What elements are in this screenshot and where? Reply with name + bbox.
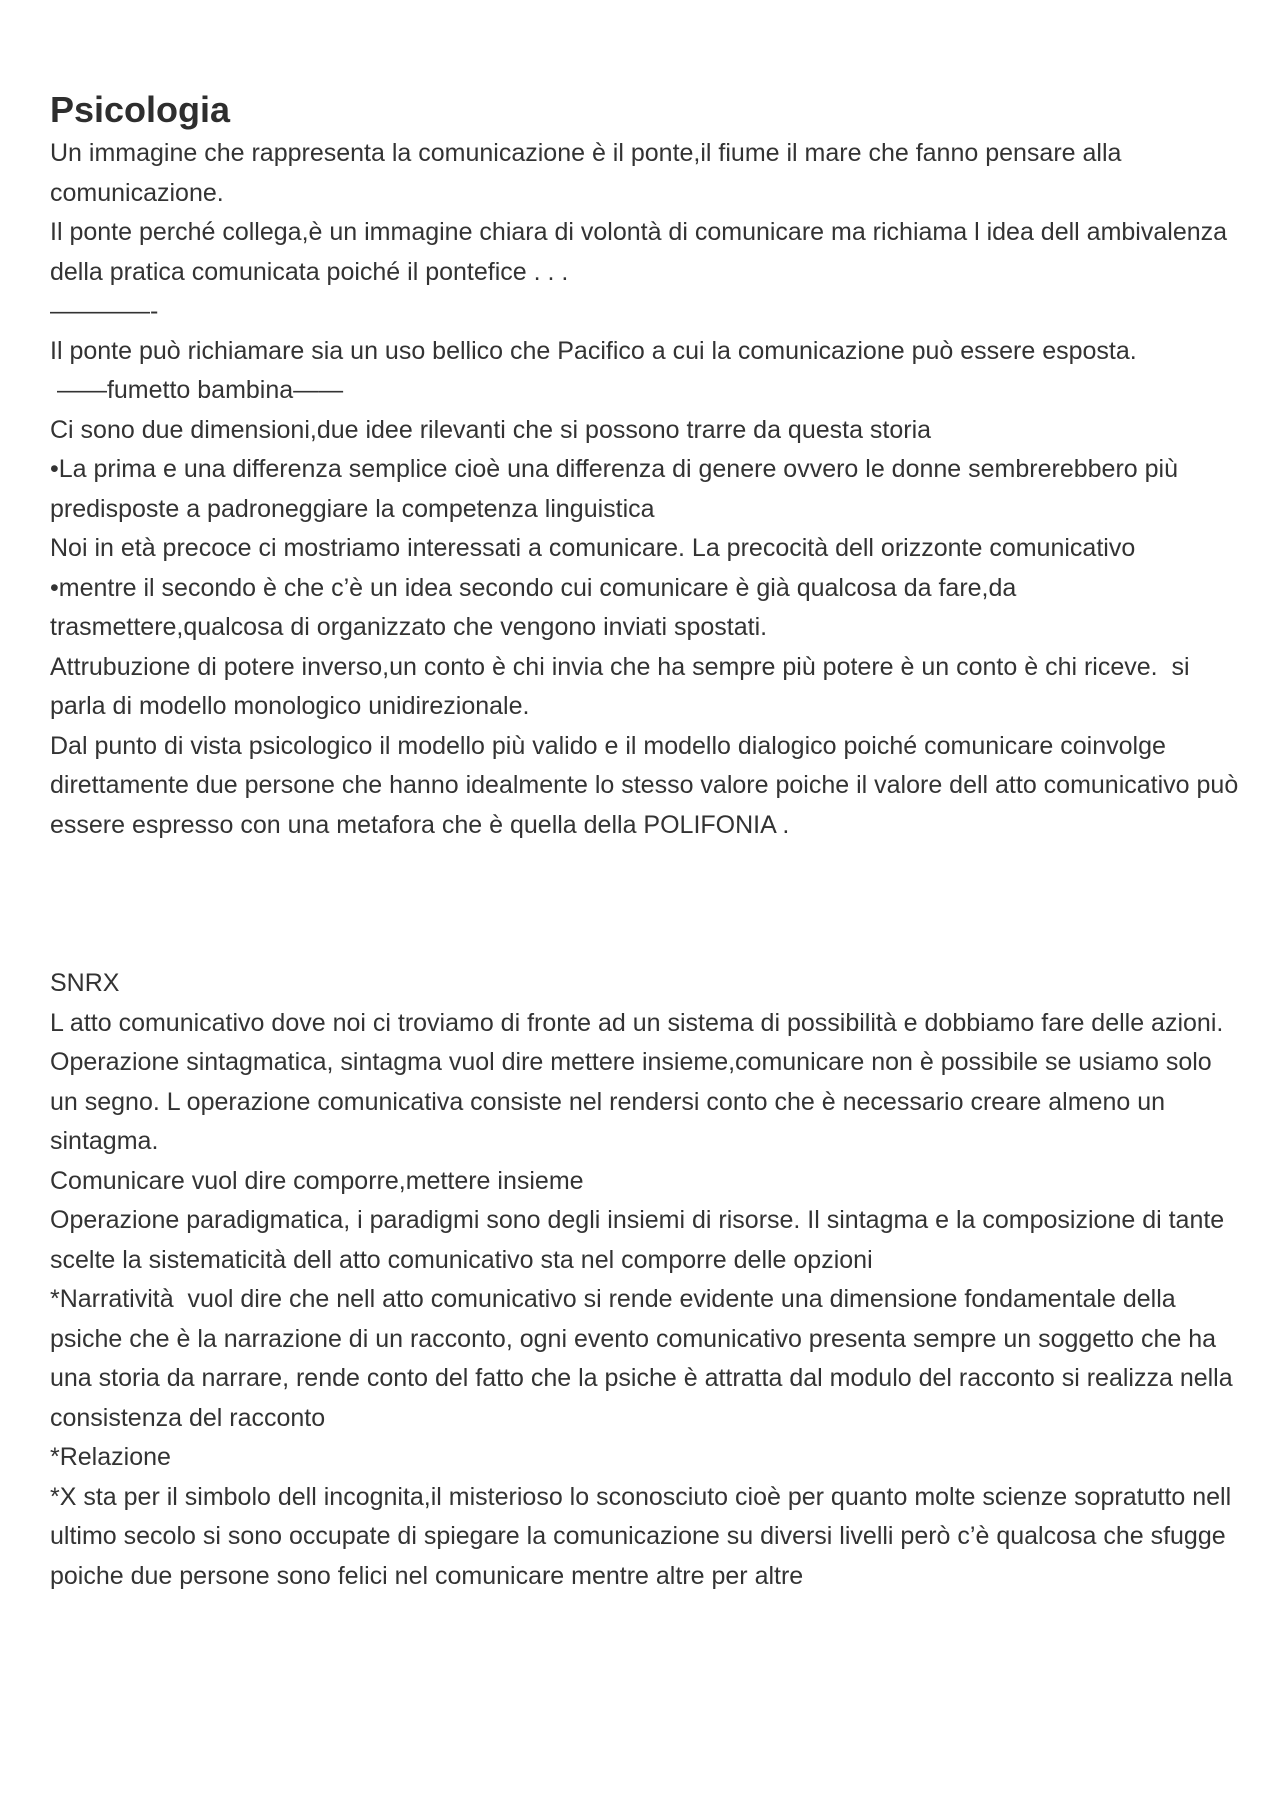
subheading: ——fumetto bambina—— [50,376,344,404]
paragraph: Operazione sintagmatica, sintagma vuol dire mettere insieme,comunicare non è possibile se usiamo solo un segno. L operazione comunicativa consiste nel rendersi conto che è necessario creare almeno un sintagma. [50,1048,1219,1155]
bullet-item: •mentre il secondo è che c’è un idea secondo cui comunicare è già qualcosa da fare,da trasmettere,qualcosa di organizzato che vengono inviati spostati. [50,573,1024,641]
note-body [50,88,1246,1596]
paragraph: Comunicare vuol dire comporre,mettere insieme [50,1166,584,1195]
paragraph: Noi in età precoce ci mostriamo interessati a comunicare. La precocità dell orizzonte comunicativo [50,534,1136,562]
paragraph: Il ponte perché collega,è un immagine chiara di volontà di comunicare ma richiama l idea dell ambivalenza della pratica comunicata poiché il pontefice . . . [50,218,1234,286]
list-item: *Narratività vuol dire che nell atto comunicativo si rende evidente una dimensione fondamentale della psiche che è la narrazione di un racconto, ogni evento comunicativo presenta sempre un soggetto che ha una storia da narrare, rende conto del fatto che la psiche è attratta dal modulo del racconto si realizza nella consistenza del racconto [50,1285,1240,1432]
separator-line: ————- [50,297,159,325]
paragraph: Attrubuzione di potere inverso,un conto è chi invia che ha sempre più potere è un conto è chi riceve. si parla di modello monologico unidirezionale. [50,652,1197,720]
paragraph: Il ponte può richiamare sia un uso bellico che Pacifico a cui la comunicazione può essere esposta. [50,336,1137,365]
paragraph: L atto comunicativo dove noi ci troviamo di fronte ad un sistema di possibilità e dobbiamo fare delle azioni. [50,1008,1224,1037]
list-item: *Relazione [50,1443,171,1471]
list-item: *X sta per il simbolo dell incognita,il misterioso lo sconosciuto cioè per quanto molte scienze sopratutto nell ultimo secolo si sono occupate di spiegare la comunicazione su diversi livelli però c’è qualcosa che sfugge poiche due persone sono felici nel comunicare mentre altre per altre [50,1482,1239,1590]
paragraph: Dal punto di vista psicologico il modello più valido e il modello dialogico poiché comunicare coinvolge direttamente due persone che hanno idealmente lo stesso valore poiche il valore dell atto comunicativo può essere espresso con una metafora che è quella della POLIFONIA . [50,731,1246,839]
note-title: Psicologia [50,89,231,130]
bullet-item: •La prima e una differenza semplice cioè una differenza di genere ovvero le donne sembrerebbero più predisposte a padroneggiare la competenza linguistica [50,455,1185,523]
paragraph: Un immagine che rappresenta la comunicazione è il ponte,il fiume il mare che fanno pensare alla comunicazione. [50,139,1129,207]
note-section-1 [50,134,1246,845]
paragraph: Operazione paradigmatica, i paradigmi sono degli insiemi di risorse. Il sintagma e la composizione di tante scelte la sistematicità dell atto comunicativo sta nel comporre delle opzioni [50,1206,1232,1274]
paragraph: Ci sono due dimensioni,due idee rilevanti che si possono trarre da questa storia [50,415,932,444]
section-heading: SNRX [50,969,120,997]
blank-space [50,845,1240,964]
note-section-2 [50,964,1240,1596]
